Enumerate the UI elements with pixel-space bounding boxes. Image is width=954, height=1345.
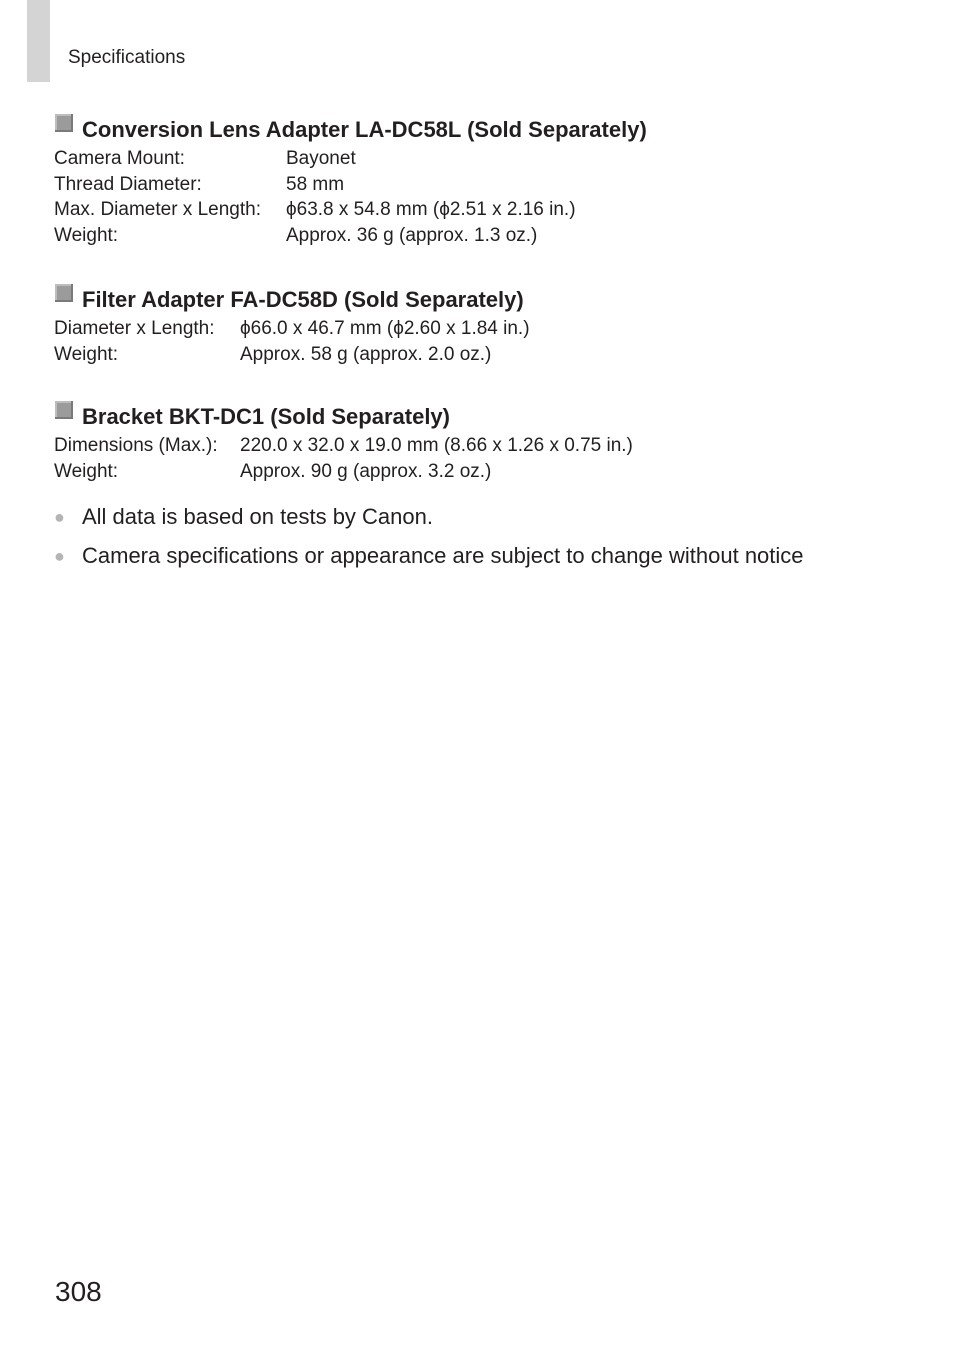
square-bullet-icon (55, 114, 73, 132)
section-title (54, 401, 633, 433)
square-bullet-icon (55, 284, 73, 302)
spec-row (54, 459, 633, 485)
spec-row (54, 223, 647, 249)
square-bullet-icon (55, 401, 73, 419)
list-item (54, 542, 834, 570)
spec-value: Approx. 90 g (approx. 3.2 oz.) (240, 460, 492, 482)
spec-value: Approx. 36 g (approx. 1.3 oz.) (286, 225, 538, 247)
section-filter-adapter (54, 284, 530, 367)
running-header: Specifications (68, 47, 186, 68)
spec-row (54, 433, 633, 459)
bullet-dot-icon: ● (54, 546, 65, 566)
spec-value: ϕ66.0 x 46.7 mm (ϕ2.60 x 1.84 in.) (240, 318, 530, 339)
spec-value: Bayonet (286, 148, 356, 169)
spec-label: Weight: (54, 343, 119, 365)
spec-value: ϕ63.8 x 54.8 mm (ϕ2.51 x 2.16 in.) (286, 199, 576, 221)
section-title-text: Bracket BKT-DC1 (Sold Separately) (82, 404, 450, 429)
spec-label: Thread Diameter: (54, 173, 202, 195)
spec-label: Diameter x Length: (54, 318, 215, 339)
spec-row (54, 172, 647, 198)
section-title (54, 114, 647, 146)
spec-row (54, 316, 530, 342)
bullet-dot-icon: ● (54, 507, 65, 527)
spec-row (54, 146, 647, 172)
spec-label: Weight: (54, 225, 119, 247)
section-bracket (54, 401, 633, 484)
section-title (54, 284, 530, 316)
spec-value: 58 mm (286, 173, 345, 195)
spec-row (54, 197, 647, 223)
side-tab-marker (27, 0, 50, 82)
section-conversion-lens-adapter (54, 114, 647, 249)
note-text: All data is based on tests by Canon. (82, 504, 433, 529)
page-number: 308 (55, 1276, 102, 1307)
spec-value: Approx. 58 g (approx. 2.0 oz.) (240, 343, 492, 365)
list-item (54, 503, 834, 531)
spec-value: 220.0 x 32.0 x 19.0 mm (8.66 x 1.26 x 0.75 in.) (240, 435, 633, 456)
spec-row (54, 342, 530, 368)
spec-label: Max. Diameter x Length: (54, 199, 261, 221)
spec-label: Camera Mount: (54, 148, 185, 169)
notes-list (54, 503, 834, 581)
note-text: Camera specifications or appearance are subject to change without notice (82, 543, 804, 568)
spec-label: Weight: (54, 460, 119, 482)
section-title-text: Conversion Lens Adapter LA-DC58L (Sold Separately) (82, 117, 647, 142)
section-title-text: Filter Adapter FA-DC58D (Sold Separately) (82, 287, 524, 312)
spec-label: Dimensions (Max.): (54, 435, 218, 456)
